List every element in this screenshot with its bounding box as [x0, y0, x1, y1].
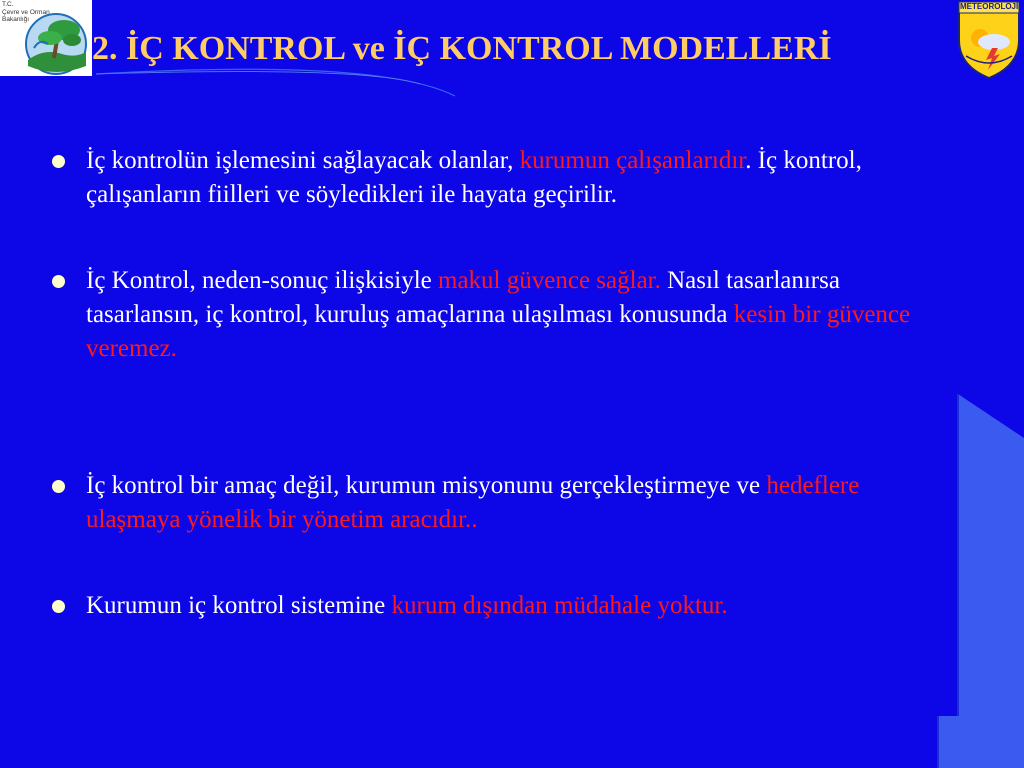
- bullet-3-text-end: .: [471, 506, 478, 533]
- bullet-dot-icon: [52, 480, 65, 493]
- ministry-logo: [0, 0, 92, 76]
- meteorology-logo: [956, 0, 1022, 80]
- bullet-1-emphasis: kurumun çalışanlarıdır: [519, 147, 746, 174]
- side-decoration-shape: [930, 390, 1024, 768]
- bullet-item-4: [52, 589, 932, 623]
- bullet-2-text: İç Kontrol, neden-sonuç ilişkisiyle: [86, 267, 439, 294]
- bullet-1-text-end: . İç kontrol, çalışanların fiilleri ve söyledikleri ile hayata geçirilir.: [86, 147, 862, 208]
- bullet-2-text-middle: Nasıl tasarlanırsa tasarlansın, iç kontrol, kuruluş amaçlarına ulaşılması konusunda: [86, 267, 840, 328]
- bullet-3-emphasis: hedeflere ulaşmaya yönelik bir yönetim aracıdır.: [86, 472, 860, 533]
- ministry-logo-line3: Bakanlığı: [2, 16, 30, 23]
- bullet-list: [52, 144, 932, 623]
- tree-icon: [14, 8, 90, 76]
- meteorology-shield-icon: [956, 0, 1022, 80]
- bullet-4-text: Kurumun iç kontrol sistemine: [86, 592, 392, 619]
- bullet-4-emphasis: kurum dışından müdahale yoktur.: [391, 592, 728, 619]
- bullet-dot-icon: [52, 275, 65, 288]
- bullet-item-2: [52, 264, 932, 366]
- bullet-item-1: [52, 144, 932, 212]
- bullet-1-text: İç kontrolün işlemesini sağlayacak olanlar,: [86, 147, 520, 174]
- bullet-dot-icon: [52, 600, 65, 613]
- page-title: 2. İÇ KONTROL ve İÇ KONTROL MODELLERİ: [92, 30, 832, 67]
- ministry-logo-line2: Çevre ve Orman: [2, 8, 50, 16]
- meteorology-logo-label: METEOROLOJİ: [960, 2, 1019, 11]
- bullet-item-3: [52, 469, 932, 537]
- ministry-logo-line1: T.C.: [2, 1, 14, 8]
- bullet-3-text: İç kontrol bir amaç değil, kurumun misyonunu gerçekleştirmeye ve: [86, 472, 767, 499]
- bullet-dot-icon: [52, 155, 65, 168]
- bullet-2-emphasis-end: kesin bir güvence veremez.: [86, 301, 911, 362]
- bullet-2-emphasis: makul güvence sağlar.: [438, 267, 661, 294]
